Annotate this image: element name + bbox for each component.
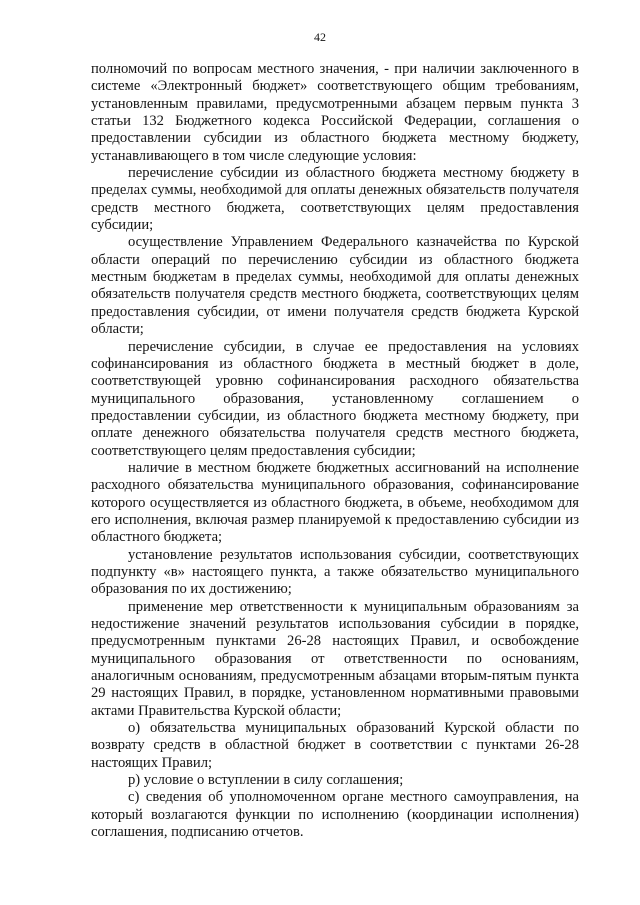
paragraph-cofinancing-transfer: перечисление субсидии, в случае ее предоставления на условиях софинансирования из областного бюджета в местный бюджет в доле, соответствующей уровню софинансирования расходного обязательства муниципального образования, установленному соглашением о предоставлении субсидии, из областного бюджета местному бюджету, при оплате денежного обязательства получателя средств местного бюджета, соответствующего целям предоставления субсидии; [91, 338, 579, 459]
paragraph-treasury-operations: осуществление Управлением Федерального казначейства по Курской области операций по перечислению субсидии из областного бюджета местным бюджетам в пределах суммы, необходимой для оплаты денежных обязательств получателя средств местного бюджета, соответствующих целям предоставления субсидии, от имени получателя средств бюджета Курской области; [91, 234, 579, 338]
paragraph-results-establishment: установление результатов использования субсидии, соответствующих подпункту «в» настоящего пункта, а также обязательство муниципального образования по их достижению; [91, 546, 579, 598]
paragraph-item-r: р) условие о вступлении в силу соглашения; [128, 772, 404, 789]
paragraph-item-o: о) обязательства муниципальных образований Курской области по возврату средств в областной бюджет в соответствии с пунктами 26-28 настоящих Правил; [91, 720, 579, 771]
body-text [91, 61, 579, 841]
paragraph-transfer-within-amount: перечисление субсидии из областного бюджета местному бюджету в пределах суммы, необходимой для оплаты денежных обязательств получателя средств местного бюджета, соответствующих целям предоставления субсидии; [91, 165, 579, 234]
paragraph-item-s: с) сведения об уполномоченном органе местного самоуправления, на который возлагаются функции по исполнению (координации исполнения) соглашения, подписанию отчетов. [91, 789, 579, 841]
paragraph-continuation: полномочий по вопросам местного значения, - при наличии заключенного в системе «Электронный бюджет» соответствующего общим требованиям, установленным правилами, предусмотренными абзацем первым пункта 3 статьи 132 Бюджетного кодекса Российской Федерации, соглашения о предоставлении субсидии из областного бюджета местному бюджету, устанавливающего в том числе следующие условия: [91, 61, 579, 164]
paragraph-liability-measures: применение мер ответственности к муниципальным образованиям за недостижение значений результатов использования субсидии в порядке, предусмотренным пунктами 26-28 настоящих Правил, и освобождение муниципального образования от ответственности по основаниям, аналогичным основаниям, предусмотренным абзацами вторым-пятым пункта 29 настоящих Правил, в порядке, установленном нормативными правовыми актами Правительства Курской области; [91, 598, 579, 719]
page-number: 42 [314, 30, 326, 44]
paragraph-budget-allocations: наличие в местном бюджете бюджетных ассигнований на исполнение расходного обязательства муниципального образования, софинансирование которого осуществляется из областного бюджета, в объеме, необходимом для его исполнения, включая размер планируемой к предоставлению субсидии из областного бюджета; [91, 459, 579, 546]
